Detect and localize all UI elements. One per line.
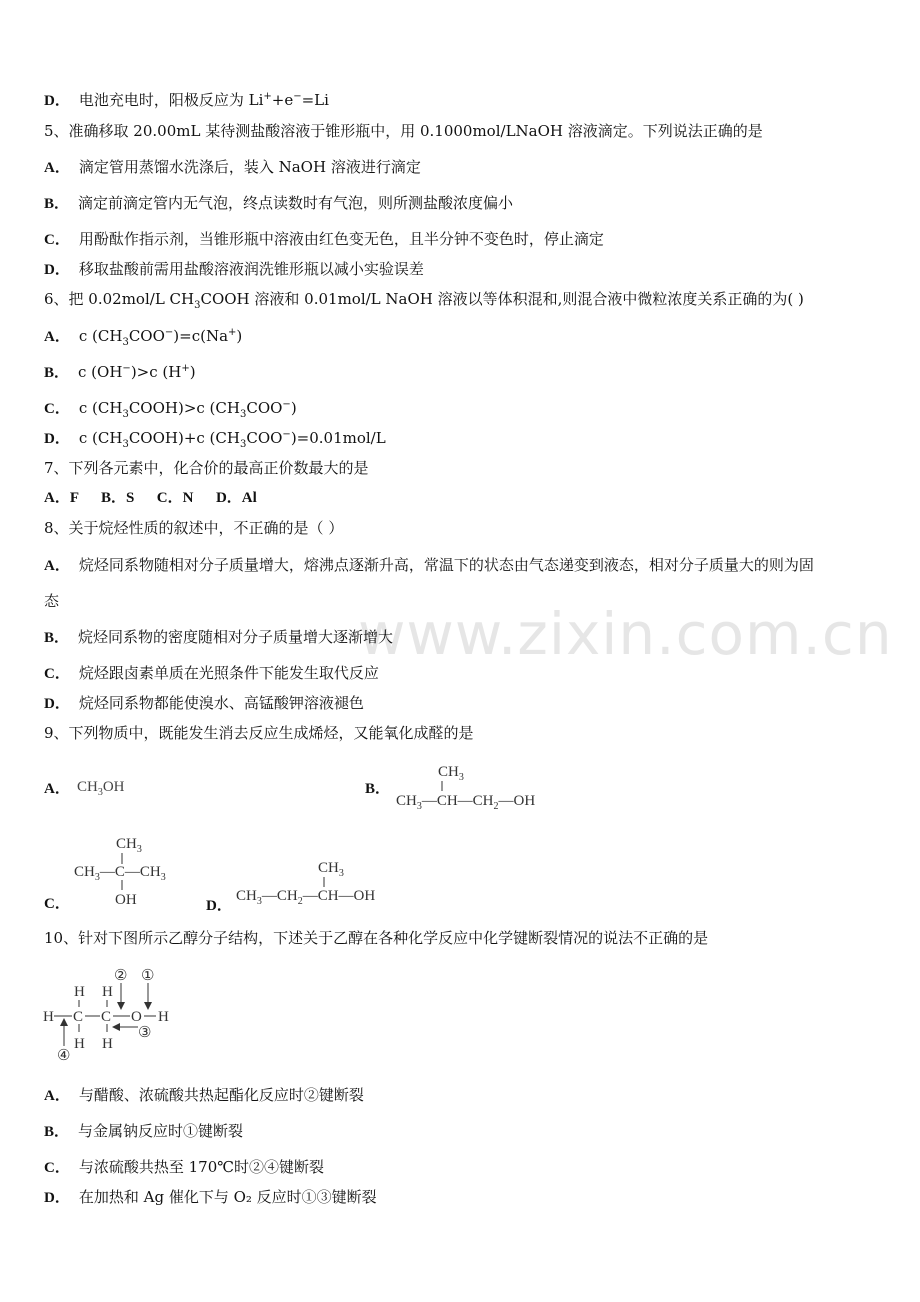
q6-option-c <box>44 398 297 419</box>
option-text: 烷烃同系物随相对分子质量增大，熔沸点逐渐升高，常温下的状态由气态递变到液态，相对分子质量大的则为固 <box>78 556 814 574</box>
q10-option-d <box>44 1187 377 1208</box>
option-label: A． <box>44 329 70 345</box>
q8-option-c <box>44 663 379 684</box>
subscript: 3 <box>122 439 129 450</box>
q5-option-a <box>44 157 421 178</box>
option-label: B． <box>44 365 70 381</box>
subscript: 3 <box>122 409 129 420</box>
option-text: 移取盐酸前需用盐酸溶液润洗锥形瓶以减小实验误差 <box>78 260 424 278</box>
option-text: 与浓硫酸共热至 170℃时②④键断裂 <box>78 1158 325 1176</box>
q9-option-a <box>44 778 79 799</box>
option-label: C． <box>44 896 70 912</box>
main-chain: $CH_3—C—CH_3$ <box>74 864 166 883</box>
atom-h: H <box>158 1009 169 1025</box>
watermark: www.zixin.com.cn <box>358 600 893 668</box>
option-text: 电池充电时，阳极反应为 Li <box>78 91 264 109</box>
option-text: )>c (H <box>130 363 182 381</box>
option-label: A． <box>44 781 70 797</box>
q9-d-structure <box>232 852 392 908</box>
q8-option-b <box>44 627 393 648</box>
superscript: − <box>282 429 291 440</box>
superscript: − <box>164 327 174 338</box>
methyl-group: $CH_3$ <box>318 860 344 879</box>
option-text: 烷烃同系物都能使溴水、高锰酸钾溶液褪色 <box>78 694 364 712</box>
q9-a-formula: $CH_3OH$ <box>77 779 125 798</box>
q6-option-a <box>44 326 242 347</box>
option-label: C． <box>44 666 70 682</box>
option-text: )=c(Na <box>173 327 229 345</box>
marker-2: ② <box>114 968 128 984</box>
arrowhead-icon <box>112 1023 120 1031</box>
q9-stem: 9、下列物质中，既能发生消去反应生成烯烃，又能氧化成醛的是 <box>44 724 474 742</box>
q7-options: A．F B．S C．N D．Al <box>44 490 257 506</box>
q10-stem: 10、针对下图所示乙醇分子结构，下述关于乙醇在各种化学反应中化学键断裂情况的说法不正确的是 <box>44 929 709 947</box>
option-label: A． <box>44 160 70 176</box>
q6-stem <box>44 289 804 309</box>
q9-b-structure <box>390 758 560 814</box>
main-chain: $CH_3—CH_2—CH—OH$ <box>236 888 376 907</box>
q10-option-a <box>44 1085 364 1106</box>
option-label: C． <box>44 401 70 417</box>
stem-text: COOH 溶液和 0.01mol/L NaOH 溶液以等体积混和,则混合液中微粒浓度关系正确的为( ) <box>200 290 804 308</box>
atom-c: C <box>73 1009 84 1025</box>
atom-h: H <box>43 1009 54 1025</box>
q10-option-c <box>44 1157 324 1178</box>
atom-h: H <box>102 984 113 1000</box>
option-label: A． <box>44 1088 70 1104</box>
option-label: B． <box>44 196 70 212</box>
superscript: − <box>282 399 291 410</box>
option-text: ) <box>236 327 243 345</box>
atom-o: O <box>131 1009 142 1025</box>
subscript: 3 <box>239 409 247 420</box>
option-text: c (OH <box>78 363 123 381</box>
option-label: D． <box>44 431 70 447</box>
option-text: 与金属钠反应时①键断裂 <box>78 1122 244 1140</box>
option-text: 滴定前滴定管内无气泡，终点读数时有气泡，则所测盐酸浓度偏小 <box>78 194 514 212</box>
option-label: D． <box>206 898 232 914</box>
option-text: 烷烃跟卤素单质在光照条件下能发生取代反应 <box>78 664 379 682</box>
q6-option-d <box>44 428 386 449</box>
option-text: =Li <box>301 91 329 109</box>
option-text: COOH)+c (CH <box>128 429 240 447</box>
hydroxyl-group: OH <box>115 892 137 908</box>
option-text: COO <box>128 327 165 345</box>
q5-option-b <box>44 193 513 214</box>
option-label: A． <box>44 558 70 574</box>
option-text: )=0.01mol/L <box>290 429 386 447</box>
option-label: B． <box>44 630 70 646</box>
superscript: + <box>228 327 237 338</box>
option-label: D． <box>44 262 70 278</box>
q9-c-structure <box>70 828 190 910</box>
q8-option-a <box>44 555 814 576</box>
marker-3: ③ <box>138 1025 152 1041</box>
atom-h: H <box>74 984 85 1000</box>
methyl-group: $CH_3$ <box>438 764 464 783</box>
ethanol-structure-diagram <box>40 962 190 1064</box>
q8-option-a-cont: 态 <box>44 592 60 610</box>
option-text: COO <box>246 399 283 417</box>
option-label: B． <box>44 1124 70 1140</box>
q5-option-d <box>44 259 424 280</box>
methyl-group: $CH_3$ <box>116 836 142 855</box>
option-text: 与醋酸、浓硫酸共热起酯化反应时②键断裂 <box>78 1086 364 1104</box>
option-text: 用酚酞作指示剂，当锥形瓶中溶液由红色变无色，且半分钟不变色时，停止滴定 <box>78 230 604 248</box>
subscript: 3 <box>122 337 129 348</box>
option-text: ) <box>189 363 196 381</box>
option-text: c (CH <box>78 327 123 345</box>
option-label: C． <box>44 232 70 248</box>
atom-c: C <box>101 1009 112 1025</box>
superscript: − <box>122 363 131 374</box>
subscript: 3 <box>194 300 201 311</box>
option-label: B． <box>365 781 391 797</box>
q8-option-d <box>44 693 364 714</box>
arrowhead-icon <box>60 1018 68 1026</box>
marker-1: ① <box>141 968 155 984</box>
option-text: COO <box>246 429 283 447</box>
main-chain: $CH_3—CH—CH_2—OH$ <box>396 793 536 812</box>
arrowhead-icon <box>117 1002 125 1010</box>
stem-text: 6、把 0.02mol/L CH <box>44 290 195 308</box>
option-label: D． <box>44 1190 70 1206</box>
atom-h: H <box>74 1036 85 1052</box>
arrowhead-icon <box>144 1002 152 1010</box>
superscript: + <box>181 363 190 374</box>
option-text: 在加热和 Ag 催化下与 O₂ 反应时①③键断裂 <box>78 1188 377 1206</box>
superscript: + <box>263 91 272 102</box>
atom-h: H <box>102 1036 113 1052</box>
option-text: COOH)>c (CH <box>128 399 240 417</box>
subscript: 3 <box>239 439 247 450</box>
q8-stem: 8、关于烷烃性质的叙述中，不正确的是（ ） <box>44 519 344 537</box>
option-text: 烷烃同系物的密度随相对分子质量增大逐渐增大 <box>78 628 394 646</box>
q10-option-b <box>44 1121 243 1142</box>
option-text: 滴定管用蒸馏水洗涤后，装入 NaOH 溶液进行滴定 <box>78 158 421 176</box>
marker-4: ④ <box>57 1048 71 1064</box>
option-label: D． <box>44 696 70 712</box>
option-text: c (CH <box>78 399 123 417</box>
superscript: − <box>293 91 302 102</box>
option-text: +e <box>271 91 294 109</box>
option-label: C． <box>44 1160 70 1176</box>
q7-stem: 7、下列各元素中，化合价的最高正价数最大的是 <box>44 459 369 477</box>
q5-option-c <box>44 229 604 250</box>
q5-stem: 5、准确移取 20.00mL 某待测盐酸溶液于锥形瓶中，用 0.1000mol/LNaOH 溶液滴定。下列说法正确的是 <box>44 122 763 140</box>
option-text: c (CH <box>78 429 123 447</box>
option-label: D． <box>44 93 70 109</box>
q6-option-b <box>44 362 196 383</box>
q4-option-d <box>44 90 329 111</box>
option-text: ) <box>290 399 297 417</box>
